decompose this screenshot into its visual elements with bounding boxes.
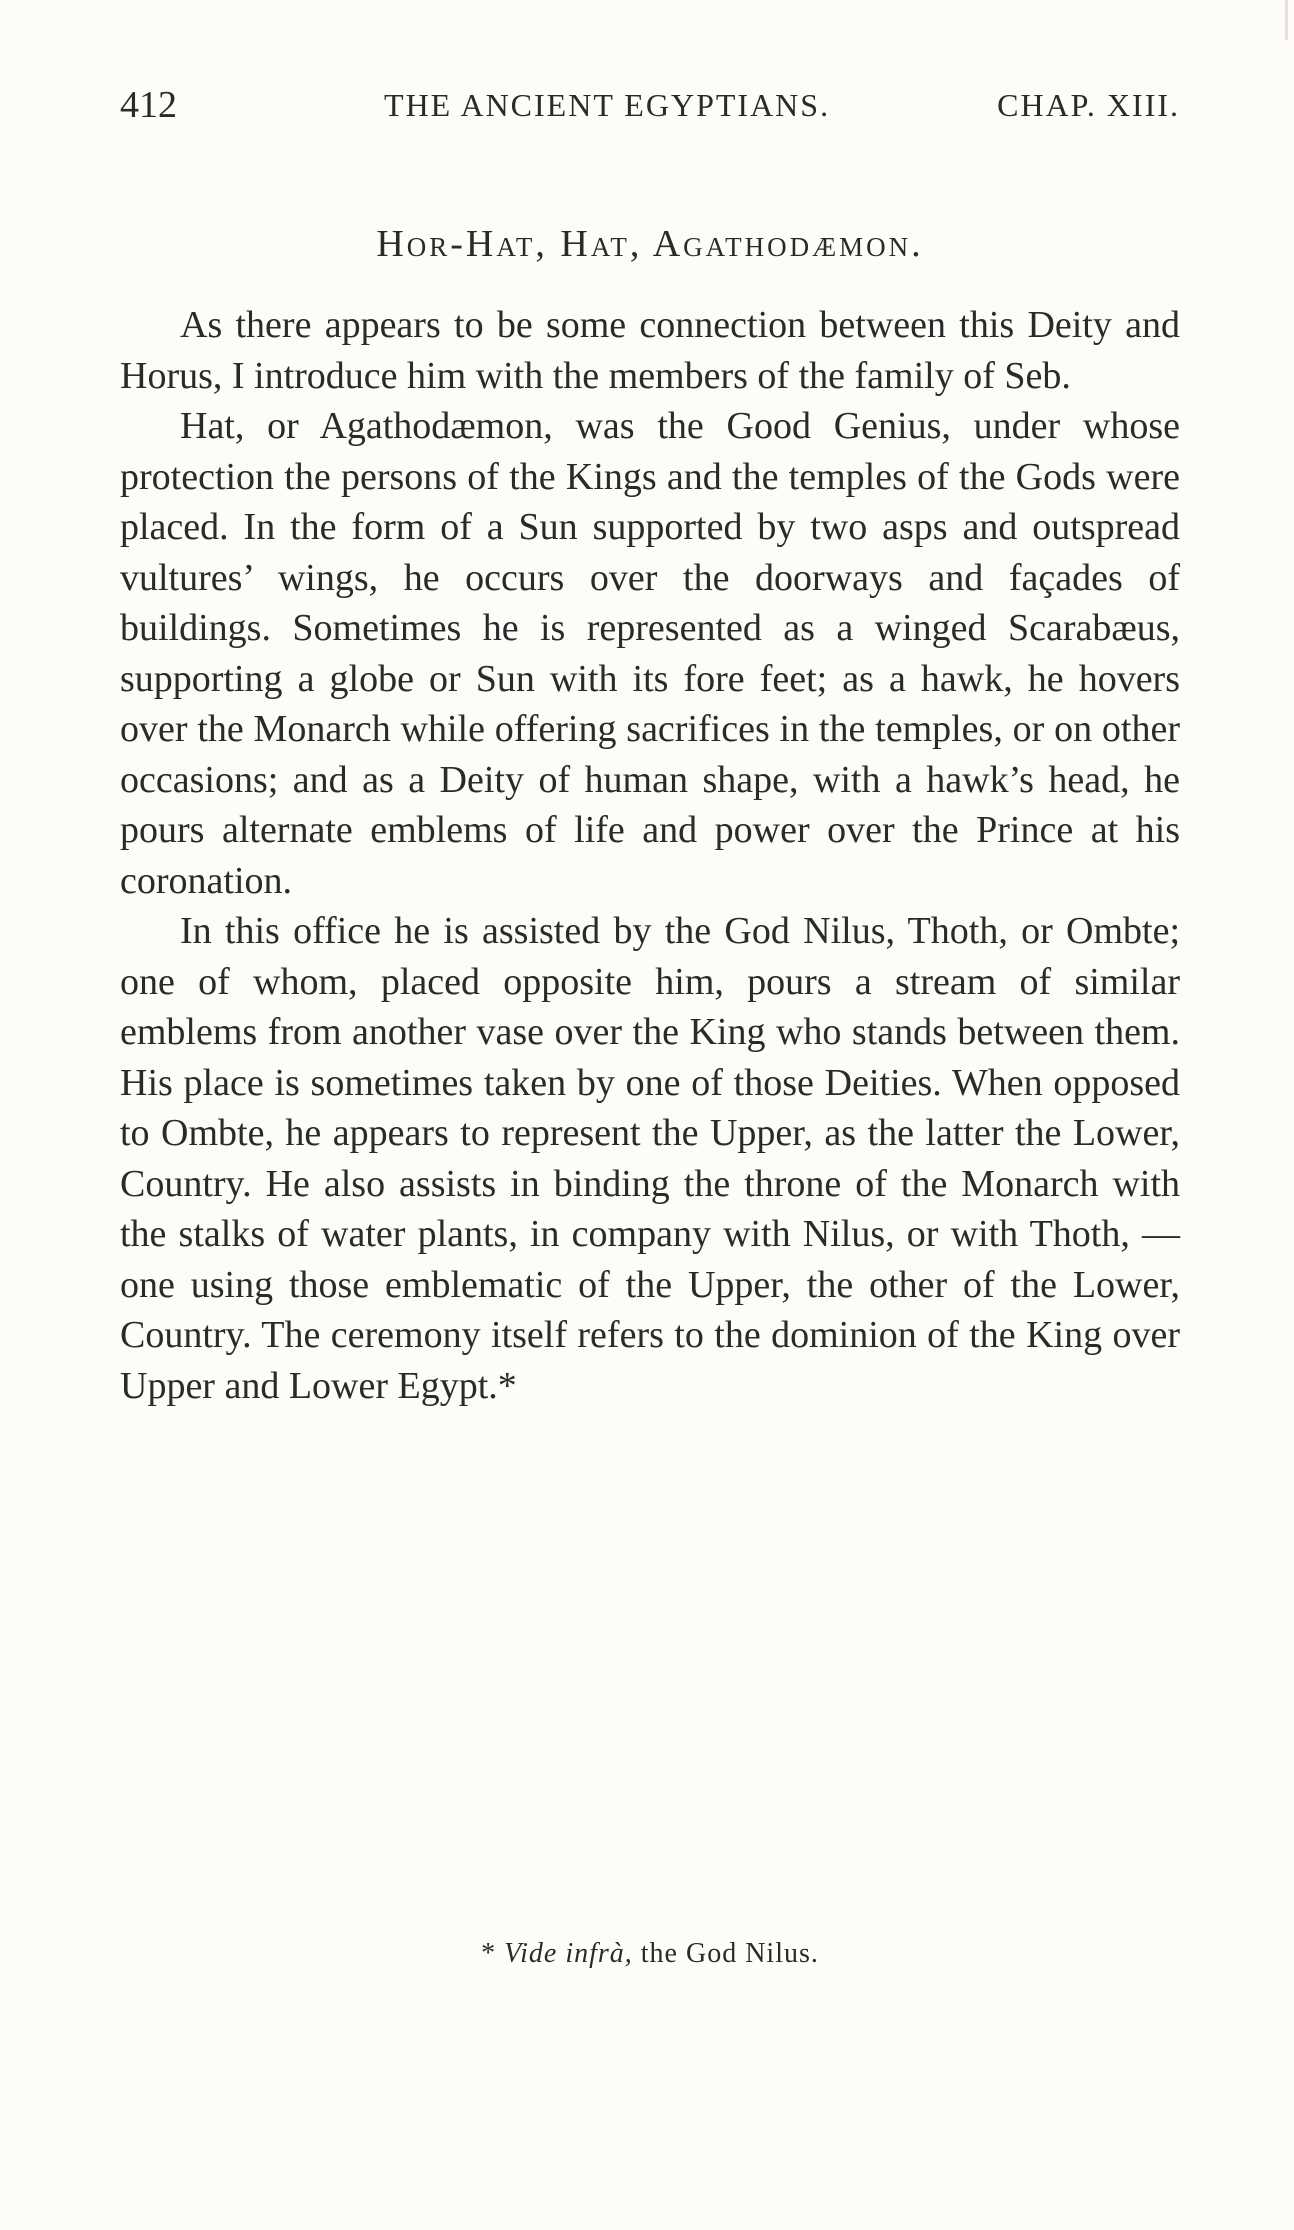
footnote-marker: *	[481, 1938, 497, 1969]
chapter-label: CHAP. XIII.	[997, 86, 1180, 123]
footnote-reference: Vide infrà,	[504, 1938, 633, 1969]
section-heading: Hor-Hat, Hat, Agathodæmon.	[376, 223, 924, 265]
page-number: 412	[120, 84, 177, 126]
book-title: THE ANCIENT EGYPTIANS.	[384, 86, 831, 123]
body-text	[120, 300, 1180, 1411]
paragraph-3: In this office he is assisted by the God Nilus, Thoth, or Ombte; one of whom, placed opposite him, pours a stream of similar emblems from another vase over the King who stands between them. His place is sometimes taken by one of those Deities. When opposed to Ombte, he appears to represent the Upper, as the latter the Lower, Country. He also assists in binding the throne of the Monarch with the stalks of water plants, in company with Nilus, or with Thoth, — one using those emblematic of the Upper, the other of the Lower, Country. The ceremony itself refers to the dominion of the King over Upper and Lower Egypt.*	[120, 910, 1180, 1407]
running-head	[120, 80, 1180, 130]
paragraph-2: Hat, or Agathodæmon, was the Good Genius, under whose protection the persons of the Kings and the temples of the Gods were placed. In the form of a Sun supported by two asps and outspread vultures’ wings, he occurs over the doorways and façades of buildings. Sometimes he is represented as a winged Scarabæus, supporting a globe or Sun with its fore feet; as a hawk, he hovers over the Monarch while offering sacrifices in the temples, or on other occasions; and as a Deity of human shape, with a hawk’s head, he pours alternate emblems of life and power over the Prince at his coronation.	[120, 405, 1180, 902]
footnote-text: the God Nilus.	[640, 1938, 819, 1969]
footnote	[120, 1938, 1180, 1970]
paragraph-1: As there appears to be some connection between this Deity and Horus, I introduce him with the members of the family of Seb.	[120, 304, 1180, 397]
page-edge-mark	[1285, 0, 1288, 40]
